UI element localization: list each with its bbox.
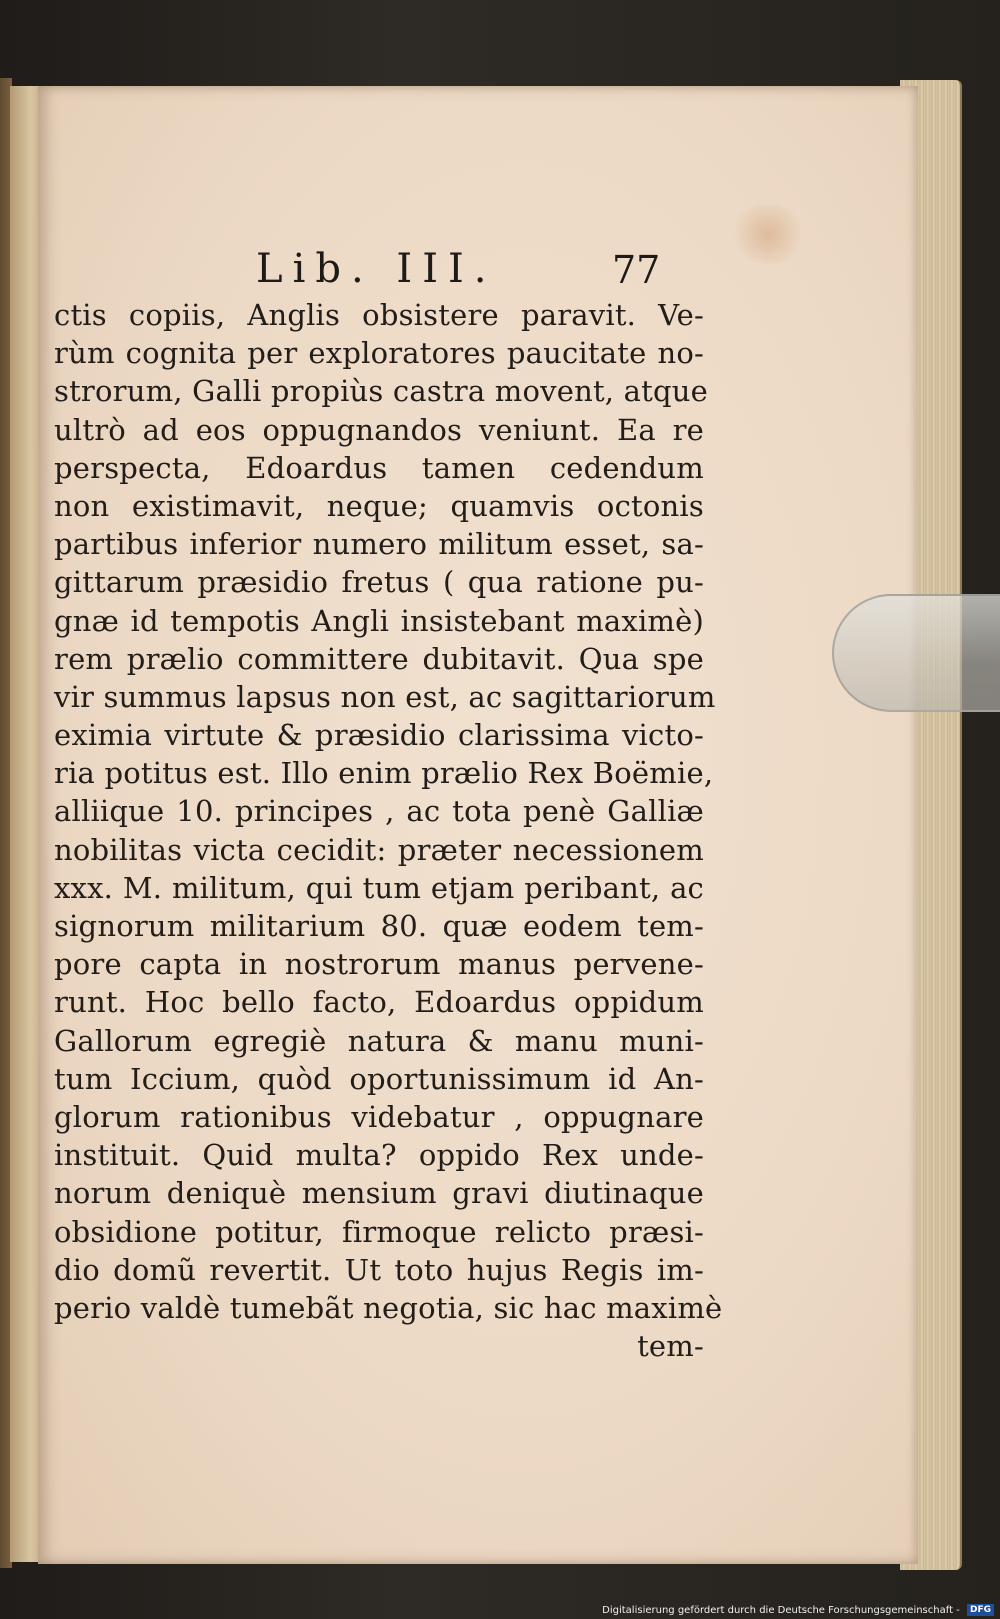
text-line: ctis copiis, Anglis obsistere paravit. Ve-: [54, 298, 704, 332]
text-line: obsidione potitur, firmoque relicto præsi-: [54, 1214, 704, 1249]
text-line: ultrò ad eos oppugnandos veniunt. Ea re: [54, 412, 704, 447]
page-number: 77: [612, 248, 661, 292]
text-line: signorum militarium 80. quæ eodem tem-: [54, 909, 704, 943]
text-line: strorum, Galli propiùs castra movent, atque: [54, 374, 708, 409]
text-line: perio valdè tumebãt negotia, sic hac maximè: [54, 1290, 723, 1325]
text-line: non existimavit, neque; quamvis octonis: [54, 488, 704, 523]
text-line: perspecta, Edoardus tamen cedendum: [54, 450, 704, 485]
text-line: runt. Hoc bello facto, Edoardus oppidum: [54, 985, 704, 1020]
bookmark-clip: [832, 594, 1000, 712]
text-line: gittarum præsidio fretus ( qua ratione pu-: [54, 565, 704, 600]
dfg-logo: DFG: [967, 1604, 994, 1616]
text-line: tum Iccium, quòd oportunissimum id An-: [54, 1061, 704, 1096]
text-line: rùm cognita per exploratores paucitate no-: [54, 336, 704, 371]
text-line: alliique 10. principes , ac tota penè Galliæ: [54, 794, 704, 829]
text-line: gnæ id tempotis Angli insistebant maximè): [54, 603, 704, 638]
text-line: rem prælio committere dubitavit. Qua spe: [54, 641, 704, 676]
running-head-title: Lib. III.: [256, 246, 497, 292]
text-line: nobilitas victa cecidit: præter necessionem: [54, 832, 704, 867]
text-line: vir summus lapsus non est, ac sagittariorum: [54, 679, 716, 714]
body-text: [54, 296, 723, 1365]
text-line: eximia virtute & præsidio clarissima victo-: [54, 718, 704, 753]
text-line: glorum rationibus videbatur , oppugnare: [54, 1099, 704, 1134]
text-line: partibus inferior numero militum esset, sa-: [54, 527, 704, 562]
text-line: pore capta in nostrorum manus pervene-: [54, 947, 704, 982]
catchword: tem-: [637, 1329, 704, 1364]
book-page: [38, 86, 918, 1564]
text-line: dio domũ revertit. Ut toto hujus Regis im-: [54, 1252, 704, 1287]
credit-text: Digitalisierung gefördert durch die Deutsche Forschungsgemeinschaft -: [602, 1605, 960, 1616]
text-line: Gallorum egregiè natura & manu muni-: [54, 1023, 704, 1058]
text-line: norum deniquè mensium gravi diutinaque: [54, 1176, 704, 1211]
digitization-credit: [602, 1604, 994, 1616]
left-page-edge: [10, 86, 41, 1562]
text-line: instituit. Quid multa? oppido Rex unde-: [54, 1138, 704, 1173]
running-head: [38, 246, 918, 296]
text-line: xxx. M. militum, qui tum etjam peribant, ac: [54, 870, 704, 905]
text-line: ria potitus est. Illo enim prælio Rex Boëmie,: [54, 756, 714, 791]
